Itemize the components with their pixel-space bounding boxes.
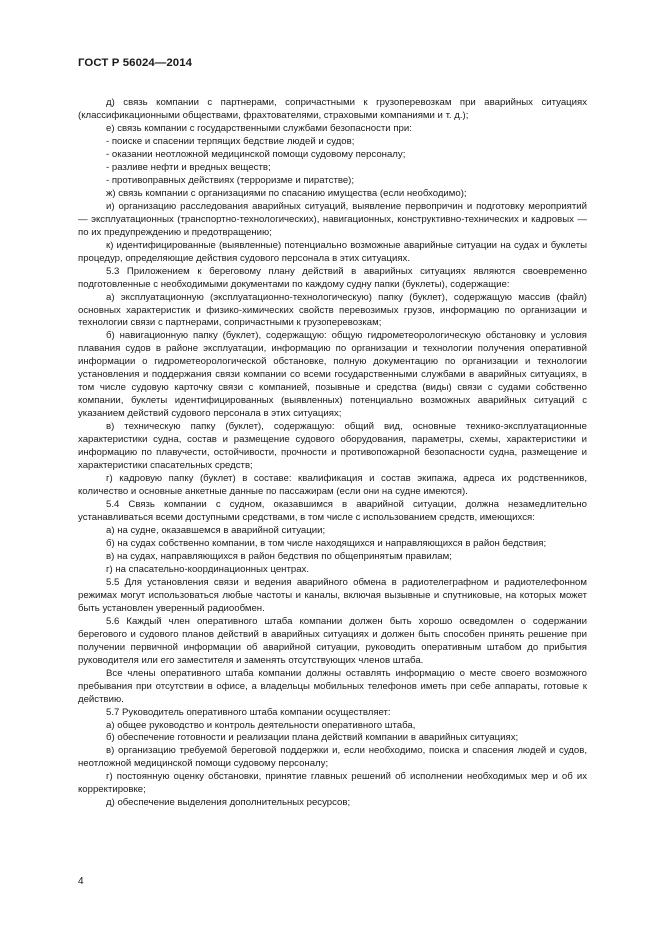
document-paragraph: - поиске и спасении терпящих бедствие людей и судов;	[106, 135, 355, 147]
document-paragraph: д) обеспечение выделения дополнительных ресурсов;	[106, 797, 351, 809]
document-paragraph: а) общее руководство и контроль деятельности оперативного штаба,	[106, 719, 416, 731]
document-paragraph: - противоправных действиях (терроризме и пиратстве);	[106, 174, 355, 186]
document-paragraph: в) на судах, направляющихся в район бедствия по общепринятым правилам;	[106, 550, 452, 562]
document-paragraph: в) организацию требуемой береговой поддержки и, если необходимо, поиска и спасения людей и судов, неотложной медицинской помощи судовому персоналу;	[78, 745, 587, 770]
document-paragraph: 5.3 Приложением к береговому плану действий в аварийных ситуациях являются своевременно подготовленные с необходимыми документами по каждому судну папки (буклеты), содержащие:	[78, 265, 587, 290]
document-paragraph: б) на судах собственно компании, в том числе находящихся и направляющихся в район бедствия;	[106, 537, 547, 549]
document-paragraph: 5.4 Связь компании с судном, оказавшимся в аварийной ситуации, должна незамедлительно устанавливаться всеми доступными средствами, в том числе с использованием средств, имеющихся:	[78, 499, 587, 523]
document-paragraph: д) связь компании с партнерами, сопричастными к грузоперевозкам при аварийных ситуациях (классификационными обществами, фрахтователями, страховыми компаниями и т. д.);	[78, 97, 587, 121]
standard-header: ГОСТ Р 56024—2014	[78, 57, 193, 69]
document-paragraph: г) постоянную оценку обстановки, принятие главных решений об исполнении необходимых мер и об их корректировке;	[78, 771, 587, 796]
document-paragraph: б) навигационную папку (буклет), содержащую: общую гидрометеорологическую обстановку и условия плавания судов в районе эксплуатации, информацию по организации и технологии получения оперативной информации о гидрометеорологической обстановке, полную документацию по организации и технологии установления и поддержания связи компании со всеми государственными службами в аварийных ситуациях, в том числе судовую карточку связи с компанией, позывные и средства (виды) связи с судами собственно компании, буклеты идентифицированных (выявленных) потенциально возможных аварийных ситуаций с указанием действий судового персонала в этих ситуациях;	[78, 330, 587, 420]
document-paragraph: б) обеспечение готовности и реализации плана действий компании в аварийных ситуациях;	[106, 732, 519, 744]
document-paragraph: - разливе нефти и вредных веществ;	[106, 161, 271, 173]
document-paragraph: - оказании неотложной медицинской помощи судовому персоналу;	[106, 148, 406, 160]
document-paragraph: к) идентифицированные (выявленные) потенциально возможные аварийные ситуации на судах и буклеты процедур, определяющие действия судового персонала в этих ситуациях.	[78, 239, 587, 264]
document-paragraph: г) кадровую папку (буклет) в составе: квалификация и состав экипажа, адреса их родственников, количество и основные анкетные данные по пассажирам (если они на судне имеются).	[78, 473, 587, 498]
document-paragraph: и) организацию расследования аварийных ситуаций, выявление первопричин и подготовку мероприятий — эксплуатационных (транспортно-технологических), навигационных, конструктивно-технических и кадровых — по их предупреждению и предотвращению;	[78, 200, 587, 238]
document-paragraph: 5.6 Каждый член оперативного штаба компании должен быть хорошо осведомлен о содержании берегового и судового планов действий в аварийных ситуациях и должен быть способен принять решение при получении первичной информации об аварийной ситуации, руководить оперативным штабом до прибытия руководителя или его заместителя и заменять отсутствующих членов штаба.	[78, 615, 587, 666]
document-body	[78, 97, 587, 810]
document-paragraph: а) на судне, оказавшемся в аварийной ситуации;	[106, 524, 326, 536]
page-number: 4	[78, 876, 84, 887]
document-paragraph: 5.5 Для установления связи и ведения аварийного обмена в радиотелеграфном и радиотелефонном режимах могут использоваться любые частоты и каналы, включая вызывные и спутниковые, на которых может быть установлен уверенный радиообмен.	[78, 576, 587, 614]
document-paragraph: 5.7 Руководитель оперативного штаба компании осуществляет:	[106, 706, 391, 718]
document-paragraph: Все члены оперативного штаба компании должны оставлять информацию о месте своего возможного пребывания при отсутствии в офисе, а владельцы мобильных телефонов иметь при себе аппараты, готовые к действию.	[78, 667, 587, 705]
document-paragraph: г) на спасательно-координационных центрах.	[106, 563, 310, 575]
document-paragraph: в) техническую папку (буклет), содержащую: общий вид, основные технико-эксплуатационные характеристики судна, состав и размещение судового оборудования, параметры, схемы, характеристики и информацию по плавучести, остойчивости, прочности и противопожарной безопасности судна, размещение и характеристики спасательных средств;	[78, 421, 587, 472]
document-paragraph: е) связь компании с государственными службами безопасности при:	[106, 122, 412, 134]
document-paragraph: ж) связь компании с организациями по спасанию имущества (если необходимо);	[106, 187, 467, 199]
document-paragraph: а) эксплуатационную (эксплуатационно-технологическую) папку (буклет), содержащую массив (файл) основных характеристик и физико-химических свойств перевозимых грузов, информацию по организации и технологии связи с партнерами, сопричастными к грузоперевозкам;	[78, 291, 587, 329]
